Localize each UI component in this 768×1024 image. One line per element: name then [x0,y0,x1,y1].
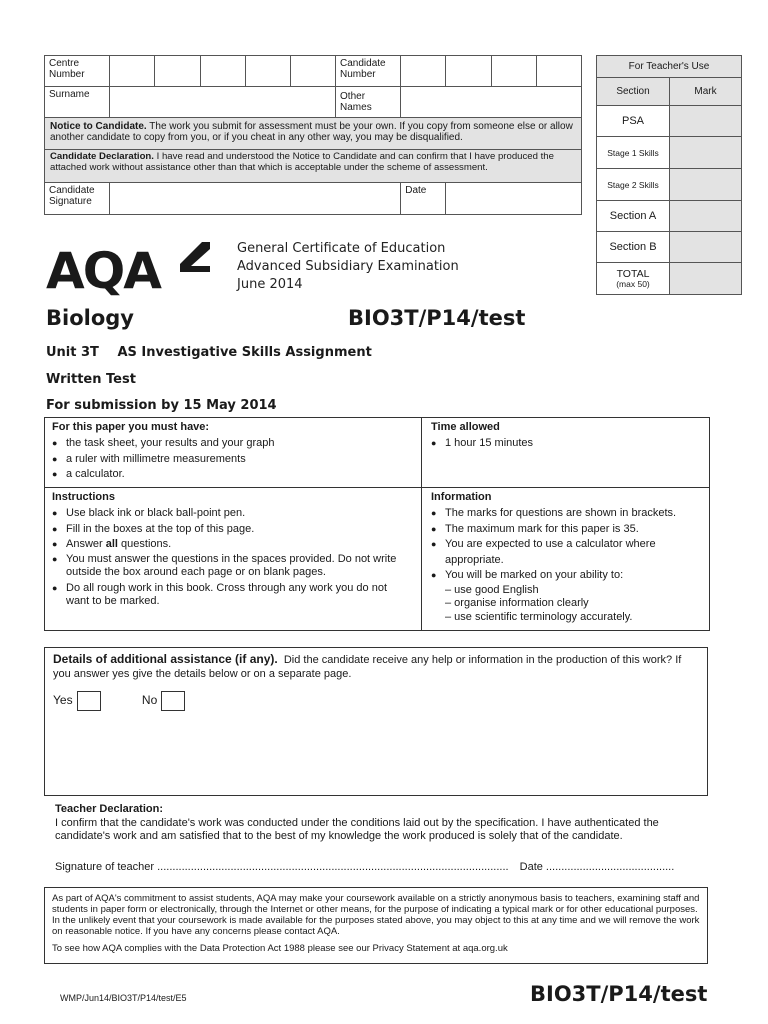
teacher-row-label: Stage 1 Skills [597,137,670,169]
candidate-details-box [44,55,582,215]
answer-bold: all [105,538,118,550]
centre-number-label: Centre Number [45,56,110,87]
section-header: Section [597,78,670,106]
list-item: ● The marks for questions are shown in brackets. [431,506,700,522]
centre-number-digit[interactable] [110,56,155,87]
yes-no-row [53,691,699,711]
yes-label: Yes [53,693,73,708]
list-item: – organise information clearly [445,597,589,609]
written-test: Written Test [46,372,136,387]
privacy-text: As part of AQA's commitment to assist students, AQA may make your coursework available on a strictly anonymous basis to teachers, examining staff and students in paper form or electronically, through the Internet or other means, for the purpose of indicating a typical mark or for other educational purposes. In the unlikely event that your coursework is made available for the purposes stated above, you may object to this at any time and we will remove the work on reasonable notice. If you have any concerns please contact AQA. [52,893,700,937]
mark-cell[interactable] [670,232,742,263]
centre-number-digit[interactable] [155,56,200,87]
list-item: ● Use black ink or black ball-point pen. [52,506,410,522]
subject-title: Biology [46,306,134,330]
paper-info-table [44,417,710,631]
list-item: ● You are expected to use a calculator where appropriate. [431,537,700,568]
teacher-signature-line [55,861,715,875]
teacher-row-label: Section A [597,201,670,232]
other-names-label: Other Names [336,87,401,118]
list-item: – use scientific terminology accurately. [445,610,633,623]
mark-cell[interactable] [670,137,742,169]
total-mark-cell[interactable] [670,263,742,295]
instructions-title: Instructions [52,491,115,503]
teacher-date-field[interactable]: Date .......................................... [519,861,675,873]
notice-title: Notice to Candidate. [50,121,147,132]
signature-label: Candidate Signature [45,183,110,215]
list-item: ● the task sheet, your results and your graph [52,436,414,452]
assistance-title: Details of additional assistance (if any). [53,652,278,666]
list-item: ● a calculator. [52,467,414,483]
list-item: ● Fill in the boxes at the top of this page. [52,522,410,538]
answer-suffix: questions. [117,538,172,550]
list-item: ● You will be marked on your ability to: [431,568,700,584]
information-list [431,506,700,584]
list-item: ● Do all rough work in this book. Cross through any work you do not want to be marked. [52,582,410,609]
signature-field[interactable] [110,183,401,215]
teacher-use-box [596,55,742,295]
no-label: No [141,693,158,708]
teacher-signature-field[interactable]: Signature of teacher ................................................................................................................... [55,861,509,873]
unit-number: Unit 3T [46,345,99,360]
gce-line1: General Certificate of Education [237,241,446,256]
instructions-cell [45,488,422,630]
mark-cell[interactable] [670,201,742,232]
teacher-row-label: Section B [597,232,670,263]
information-cell [422,488,709,630]
answer-prefix: Answer [66,538,106,550]
yes-checkbox[interactable] [77,691,101,711]
list-item [52,537,410,553]
mark-cell[interactable] [670,169,742,201]
declaration-text: I have read and understood the Notice to Candidate and can confirm that I have produced the attached work without assistance other than that which is acceptable under the scheme of assessment. [50,151,554,173]
must-have-cell [45,418,422,488]
aqa-logo-mark-icon [178,240,212,274]
list-item: ● 1 hour 15 minutes [431,436,700,452]
additional-assistance-box [44,647,708,796]
mark-cell[interactable] [670,106,742,137]
unit-title: AS Investigative Skills Assignment [117,345,372,360]
list-item: ● You must answer the questions in the spaces provided. Do not write outside the box around each page or on blank pages. [52,553,410,580]
teacher-declaration-title: Teacher Declaration: [55,803,164,815]
declaration-title: Candidate Declaration. [50,151,154,162]
list-item: – use good English [445,583,539,596]
assistance-text [53,653,699,681]
centre-number-digit[interactable] [200,56,245,87]
ability-list [431,584,700,625]
qualification-info [237,240,459,294]
date-field[interactable] [446,183,582,215]
centre-number-digit[interactable] [245,56,290,87]
assistance-body: Did the candidate receive any help or information in the production of this work? If you answer yes give the details below or on a separate page. [53,654,682,680]
teacher-row-label: PSA [597,106,670,137]
surname-label: Surname [45,87,110,118]
aqa-logo: AQA [46,242,160,300]
gce-line3: June 2014 [237,277,303,292]
teacher-declaration [55,803,710,844]
date-label: Date [401,183,446,215]
total-cell [597,263,670,295]
candidate-number-digit[interactable] [446,56,491,87]
candidate-number-digit[interactable] [401,56,446,87]
notice-to-candidate [45,118,582,150]
instructions-list [52,506,414,609]
no-checkbox[interactable] [161,691,185,711]
paper-code: BIO3T/P14/test [348,306,526,330]
footer-paper-code: BIO3T/P14/test [530,982,708,1006]
notice-text: The work you submit for assessment must be your own. If you copy from someone else or allow another candidate to copy from you, or if you cheat in any other way, you may be disqualified. [50,121,573,143]
surname-field[interactable] [110,87,336,118]
submission-date: For submission by 15 May 2014 [46,398,277,413]
candidate-declaration [45,150,582,183]
candidate-number-label: Candidate Number [336,56,401,87]
privacy-statement: To see how AQA complies with the Data Protection Act 1988 please see our Privacy Statement at aqa.org.uk [52,943,508,954]
time-list [431,436,700,452]
list-item: ● a ruler with millimetre measurements [52,452,414,468]
other-names-field[interactable] [401,87,582,118]
list-item: ● The maximum mark for this paper is 35. [431,522,700,538]
total-label: TOTAL [616,267,650,280]
candidate-number-digit[interactable] [491,56,536,87]
teacher-declaration-text: I confirm that the candidate's work was conducted under the conditions laid out by the specification. I have authenticated the candidate's work and am satisfied that to the best of my knowledge the work produced is solely that of the candidate. [55,816,659,842]
teacher-row-label: Stage 2 Skills [597,169,670,201]
privacy-notice [44,887,708,964]
centre-number-digit[interactable] [290,56,335,87]
must-have-list [52,436,414,483]
time-title: Time allowed [431,421,500,433]
footer-reference: WMP/Jun14/BIO3T/P14/test/E5 [60,993,187,1003]
time-allowed-cell [422,418,709,488]
information-title: Information [431,491,492,503]
gce-line2: Advanced Subsidiary Examination [237,259,459,274]
unit-line [46,345,372,360]
candidate-number-digit[interactable] [536,56,581,87]
must-have-title: For this paper you must have: [52,421,210,433]
total-sub: (max 50) [616,278,650,289]
teacher-use-title: For Teacher's Use [597,56,742,78]
mark-header: Mark [670,78,742,106]
